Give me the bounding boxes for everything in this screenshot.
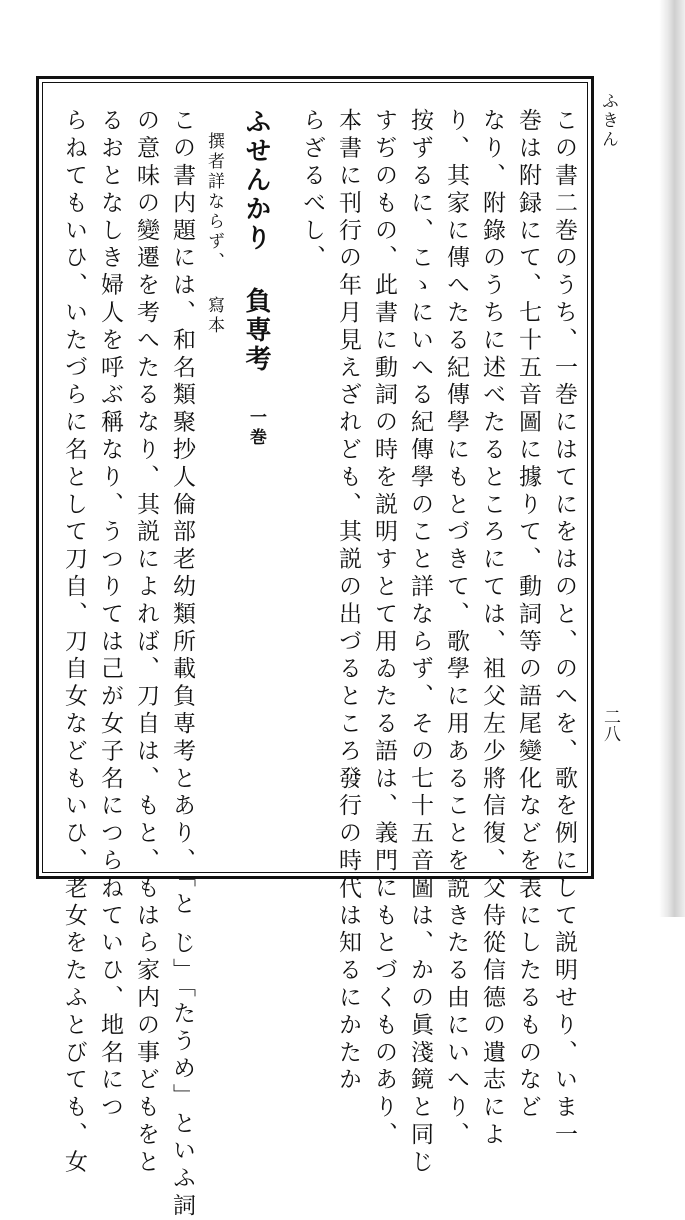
text-column: 巻は附録にて、七十五音圖に據りて、動詞等の語尾變化などを表にしたるものなど xyxy=(515,108,541,1122)
text-column: らざるべし、 xyxy=(299,108,325,273)
entry-author: 撰者詳ならず、 xyxy=(204,132,224,272)
text-column: なり、附錄のうちに述べたるところにては、祖父左少將信復、父侍從信德の遺志によ xyxy=(479,108,505,1150)
running-head: ふきん xyxy=(598,92,618,149)
page-edge-shadow xyxy=(659,0,685,917)
text-column: この書二巻のうち、一巻にはてにをはのと、のへを、歌を例にして説明せり、いま一 xyxy=(551,108,577,1150)
entry-title: ふせんかり xyxy=(241,108,271,253)
text-column: 按ずるに、こゝにいへる紀傳學のこと詳ならず、その七十五音圖は、かの眞淺鏡と同じ xyxy=(407,108,433,1177)
body-column: この書内題には、和名類聚抄人倫部老幼類所載負専考とあり、「と じ」「たうめ」といふ詞 xyxy=(169,108,195,1220)
body-column: の意味の變遷を考へたるなり、其説によれば、刀自は、もと、もはら家内の事どもをと xyxy=(133,108,159,1177)
text-column: すぢのもの、此書に動詞の時を説明すとて用ゐたる語は、義門にもとづくものあり、 xyxy=(371,108,397,1150)
entry-meta xyxy=(205,132,222,336)
text-column: 本書に刊行の年月見えざれども、其説の出づるところ發行の時代は知るにかたか xyxy=(335,108,361,1095)
text-column: り、其家に傳へたる紀傳學にもとづきて、歌學に用あることを説きたる由にいへり、 xyxy=(443,108,469,1150)
entry-heading xyxy=(243,108,269,448)
page-number: 二八 xyxy=(600,708,620,742)
body-column: るおとなしき婦人を呼ぶ稱なり、うつりては己が女子名につらねていひ、地名につ xyxy=(97,108,123,1122)
body-column: らねてもいひ、いたづらに名として刀自、刀自女などもいひ、老女をたふとびても、女 xyxy=(61,108,87,1177)
entry-volumes: 一巻 xyxy=(246,408,266,448)
entry-title-kanji: 負専考 xyxy=(241,287,271,374)
entry-edition: 寫本 xyxy=(204,296,224,336)
